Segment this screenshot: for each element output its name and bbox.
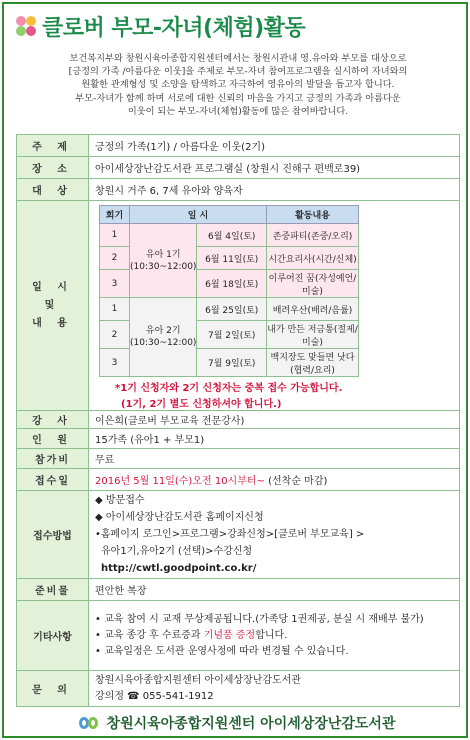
- diamond-icon: ◆: [95, 512, 106, 523]
- session-content: 시간요리사(시간/신체): [267, 247, 359, 270]
- label-place: 장 소: [17, 157, 89, 179]
- flower-icon: [14, 14, 38, 38]
- label-prep: 준비물: [17, 579, 89, 601]
- session-date: 6월 4일(토): [197, 224, 267, 247]
- session-no: 2: [100, 247, 130, 270]
- session-date: 7월 2일(토): [197, 321, 267, 349]
- note-2-c: 합니다.: [255, 629, 288, 641]
- session-date: 7월 9일(토): [197, 349, 267, 377]
- note-2-highlight: 기념품 증정: [203, 629, 256, 641]
- intro-text: [14, 52, 462, 118]
- note-2-a: • 교육 종강 후 수료증과: [95, 629, 204, 641]
- intro-line: 보건복지부와 창원시육아종합지원센터에서는 창원시관내 영.유아와 부모를 대상으로: [69, 53, 407, 64]
- intro-line: 부모-자녀가 함께 하며 서로에 대한 신뢰의 마음을 가지고 긍정의 가족과 아름다운: [75, 92, 401, 104]
- note-2: [95, 628, 453, 644]
- session-content: 배려우산(배려/음률): [267, 298, 359, 321]
- label-contact: 문 의: [17, 671, 89, 707]
- session-content: 이루어진 꿈(자성예언/미술): [267, 270, 359, 298]
- people-value: 15가족 (유아1 + 부모1): [89, 429, 460, 449]
- session-no: 2: [100, 321, 130, 349]
- schedule-note-1: *1기 신청자와 2기 신청자는 중복 접수 가능합니다.: [115, 383, 343, 394]
- schedule-cell: [89, 201, 460, 411]
- apply-value: [89, 469, 460, 491]
- footer: [4, 708, 470, 738]
- method-steps-2: 유아1기,유아2기 (선택)>수강신청: [101, 546, 253, 557]
- method-online: 아이세상장난감도서관 홈페이지신청: [105, 512, 264, 523]
- note-3: • 교육일정은 도서관 운영사정에 따라 변경될 수 있습니다.: [95, 645, 349, 657]
- session-date: 6월 25일(토): [197, 298, 267, 321]
- session-content: 내가 만든 저금통(절제/미술): [267, 321, 359, 349]
- target-value: 창원시 거주 6, 7세 유아와 양육자: [89, 179, 460, 201]
- footer-org-name: 창원시육아종합지원센터 아이세상장난감도서관: [106, 716, 396, 732]
- intro-line: 이웃이 되는 부모-자녀(체험)활동에 많은 참여바랍니다.: [127, 105, 349, 117]
- label-schedule-2: 및: [44, 299, 61, 311]
- label-people: 인 원: [17, 429, 89, 449]
- notes-value: [89, 601, 460, 671]
- schedule-table: [99, 205, 359, 377]
- poster-frame: [2, 2, 468, 738]
- title-row: [14, 8, 305, 44]
- contact-phone: 강의정 ☎ 055-541-1912: [95, 690, 214, 702]
- schedule-note-2: (1기, 2기 별도 신청하셔야 합니다.): [121, 399, 282, 410]
- header-session: 회기: [100, 206, 130, 224]
- method-url-link[interactable]: http://cwtl.goodpoint.co.kr/: [101, 563, 257, 574]
- session-content: 존중파티(존중/오리): [267, 224, 359, 247]
- session-no: 1: [100, 298, 130, 321]
- intro-line: 원활한 관계형성 및 소양을 탐색하고 자극하여 영유아의 발달을 돕고자 합니다.: [81, 79, 395, 91]
- place-value: 아이세상장난감도서관 프로그램실 (창원시 진해구 편백로39): [89, 157, 460, 179]
- method-line: [95, 509, 453, 526]
- method-steps: •홈페이지 로그인>프로그램>강좌신청>[클로버 부모교육] >: [95, 529, 365, 540]
- label-fee: 참가비: [17, 449, 89, 469]
- contact-value: [89, 671, 460, 707]
- session-date: 6월 11일(토): [197, 247, 267, 270]
- label-apply: 접수일: [17, 469, 89, 491]
- session-no: 1: [100, 224, 130, 247]
- label-schedule-3: 내 용: [32, 317, 73, 329]
- label-instructor: 강 사: [17, 411, 89, 429]
- session-content: 백지장도 맞들면 낫다(협력/요리): [267, 349, 359, 377]
- contact-org: 창원시육아종합지원센터 아이세상장난감도서관: [95, 674, 302, 686]
- diamond-icon: ◆: [95, 495, 106, 506]
- topic-value: 긍정의 가족(1기) / 아름다운 이웃(2기): [89, 135, 460, 157]
- group-1-label: 유아 1기 (10:30~12:00): [130, 224, 197, 298]
- page-title: 클로버 부모-자녀(체험)활동: [42, 15, 306, 41]
- header-datetime: 일 시: [130, 206, 267, 224]
- instructor-value: 이은희(클로버 부모교육 전문강사): [89, 411, 460, 429]
- method-visit: 방문접수: [105, 495, 145, 506]
- apply-note: (선착순 마감): [264, 476, 328, 487]
- center-logo-icon: [79, 715, 101, 731]
- info-table: [16, 134, 460, 707]
- session-date: 6월 18일(토): [197, 270, 267, 298]
- session-no: 3: [100, 270, 130, 298]
- note-1: • 교육 참여 시 교재 무상제공됩니다.(가족당 1권제공, 분실 시 재배부 불가): [95, 613, 424, 625]
- method-value: [89, 491, 460, 579]
- intro-line: [긍정의 가족 /아름다운 이웃]을 주제로 부모-자녀 참여프로그램을 실시하여 자녀와의: [68, 66, 408, 78]
- header-content: 활동내용: [267, 206, 359, 224]
- prep-value: 편안한 복장: [89, 579, 460, 601]
- label-topic: 주 제: [17, 135, 89, 157]
- label-notes: 기타사항: [17, 601, 89, 671]
- group-2-label: 유아 2기 (10:30~12:00): [130, 298, 197, 377]
- label-method: 접수방법: [17, 491, 89, 579]
- fee-value: 무료: [89, 449, 460, 469]
- label-schedule: [17, 201, 89, 411]
- label-schedule-1: 일 시: [32, 281, 73, 293]
- label-target: 대 상: [17, 179, 89, 201]
- method-line: [95, 492, 453, 509]
- session-no: 3: [100, 349, 130, 377]
- apply-date: 2016년 5월 11일(수)오전 10시부터~: [95, 476, 265, 487]
